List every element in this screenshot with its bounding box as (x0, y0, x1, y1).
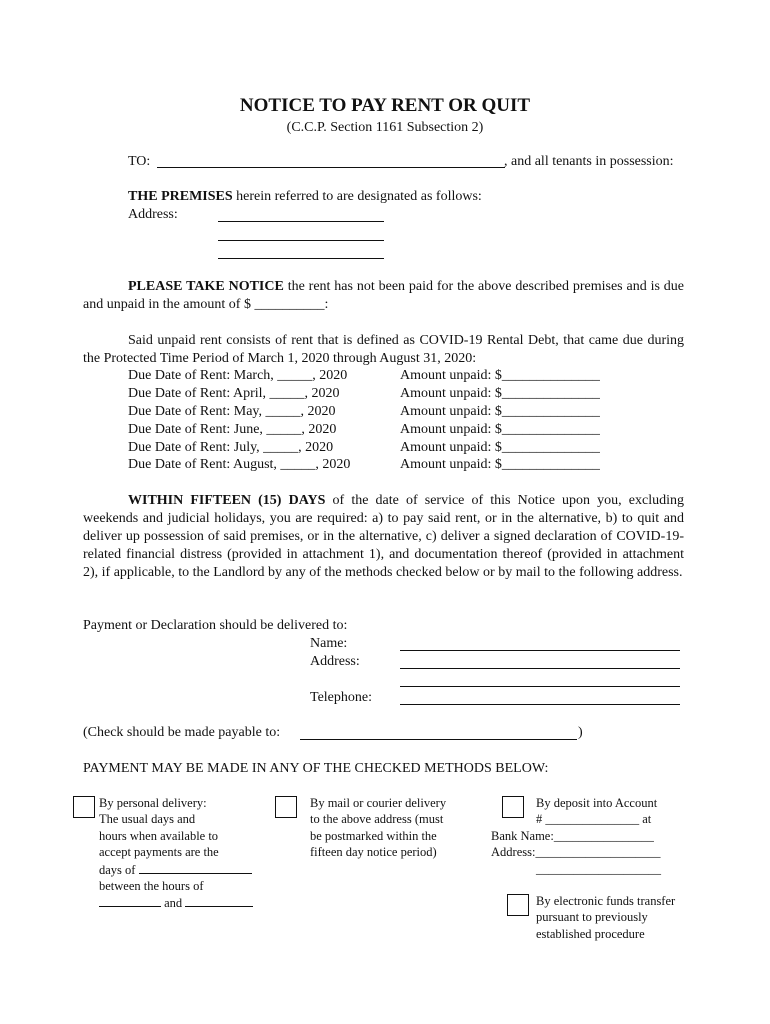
amount-july: Amount unpaid: $______________ (400, 440, 600, 455)
document-title: NOTICE TO PAY RENT OR QUIT (239, 95, 531, 116)
covid-paragraph (83, 332, 684, 368)
within-text: of the date of service of this Notice upon you, excluding weekends and judicial holidays, you are required: a) to pay said rent, or in the alternative, b) to quit and deliver up possession of said premises, or in the alternative, c) deliver a signed declaration of COVID-19-related financial distress (provided in attachment 1), and documentation thereof (provided in attachment 2), if applicable, to the Landlord by any of the methods checked below or by mail to the following address. (83, 493, 684, 580)
eft-text (536, 893, 675, 942)
within-bold: WITHIN FIFTEEN (15) DAYS (128, 493, 326, 508)
delivery-name-field[interactable] (400, 650, 680, 651)
personal-and-label: and (164, 896, 183, 911)
delivery-address-field-1[interactable] (400, 668, 680, 669)
tenant-name-field[interactable] (157, 167, 505, 168)
to-label: TO: (128, 154, 151, 169)
delivery-address-label: Address: (310, 654, 360, 669)
check-payable-prefix: (Check should be made payable to: (83, 725, 281, 740)
amount-june: Amount unpaid: $______________ (400, 422, 600, 437)
notice-text: the rent has not been paid for the above described premises and is due and unpaid in the amount of $ __________: (83, 279, 684, 312)
due-date-july: Due Date of Rent: July, _____, 2020 (128, 440, 334, 455)
amount-march: Amount unpaid: $______________ (400, 368, 600, 383)
notice-paragraph (83, 278, 684, 314)
due-date-august: Due Date of Rent: August, _____, 2020 (128, 457, 351, 472)
mail-line-2: to the above address (must (310, 812, 444, 827)
personal-line-5 (99, 861, 253, 878)
delivery-address-field-2[interactable] (400, 686, 680, 687)
premises-address-line-2[interactable] (218, 240, 384, 241)
due-date-may: Due Date of Rent: May, _____, 2020 (128, 404, 336, 419)
personal-line-6: between the hours of (99, 879, 204, 894)
mail-line-3: be postmarked within the (310, 828, 437, 843)
deposit-line-4: Address:____________________ (491, 845, 661, 859)
delivery-intro: Payment or Declaration should be delivered to: (83, 618, 348, 633)
due-date-march: Due Date of Rent: March, _____, 2020 (128, 368, 348, 383)
personal-delivery-text (99, 795, 253, 912)
document-subtitle: (C.C.P. Section 1161 Subsection 2) (286, 120, 484, 135)
within-paragraph (83, 492, 684, 582)
eft-line-2: pursuant to previously (536, 910, 648, 925)
personal-line-7 (99, 894, 253, 911)
personal-line-2: The usual days and (99, 812, 196, 827)
personal-days-label: days of (99, 862, 136, 877)
deposit-line-5: ____________________ (536, 862, 661, 876)
personal-line-4: accept payments are the (99, 845, 219, 860)
premises-address-label: Address: (128, 207, 178, 222)
personal-hours-to-field[interactable] (185, 894, 253, 907)
eft-line-3: established procedure (536, 926, 645, 941)
personal-days-field[interactable] (139, 861, 252, 874)
eft-checkbox[interactable] (507, 894, 529, 916)
amount-august: Amount unpaid: $______________ (400, 457, 600, 472)
premises-bold: THE PREMISES (128, 189, 233, 204)
check-payable-field[interactable] (300, 739, 577, 740)
premises-text: herein referred to are designated as follows: (232, 189, 482, 204)
amount-april: Amount unpaid: $______________ (400, 386, 600, 401)
notice-bold: PLEASE TAKE NOTICE (128, 279, 284, 294)
delivery-name-label: Name: (310, 636, 348, 651)
deposit-line-1: By deposit into Account (536, 796, 658, 810)
premises-address-line-1[interactable] (218, 221, 384, 222)
methods-heading: PAYMENT MAY BE MADE IN ANY OF THE CHECKED METHODS BELOW: (83, 761, 549, 776)
deposit-line-3: Bank Name:________________ (491, 829, 654, 843)
premises-address-line-3[interactable] (218, 258, 384, 259)
due-date-june: Due Date of Rent: June, _____, 2020 (128, 422, 337, 437)
check-payable-suffix: ) (578, 725, 583, 740)
covid-text: Said unpaid rent consists of rent that is defined as COVID-19 Rental Debt, that came due during the Protected Time Period of March 1, 2020 through August 31, 2020: (83, 333, 684, 366)
mail-line-4: fifteen day notice period) (310, 845, 437, 860)
mail-line-1: By mail or courier delivery (310, 796, 447, 810)
deposit-line-2: # _______________ at (536, 812, 652, 826)
mail-delivery-text (310, 795, 446, 861)
delivery-telephone-field[interactable] (400, 704, 680, 705)
personal-line-1: By personal delivery: (99, 796, 207, 810)
eft-line-1: By electronic funds transfer (536, 894, 676, 908)
personal-hours-from-field[interactable] (99, 894, 161, 907)
delivery-telephone-label: Telephone: (310, 690, 372, 705)
premises-line (128, 188, 482, 206)
due-date-april: Due Date of Rent: April, _____, 2020 (128, 386, 340, 401)
to-suffix: , and all tenants in possession: (504, 154, 674, 169)
deposit-checkbox[interactable] (502, 796, 524, 818)
personal-line-3: hours when available to (99, 828, 219, 843)
mail-delivery-checkbox[interactable] (275, 796, 297, 818)
personal-delivery-checkbox[interactable] (73, 796, 95, 818)
amount-may: Amount unpaid: $______________ (400, 404, 600, 419)
